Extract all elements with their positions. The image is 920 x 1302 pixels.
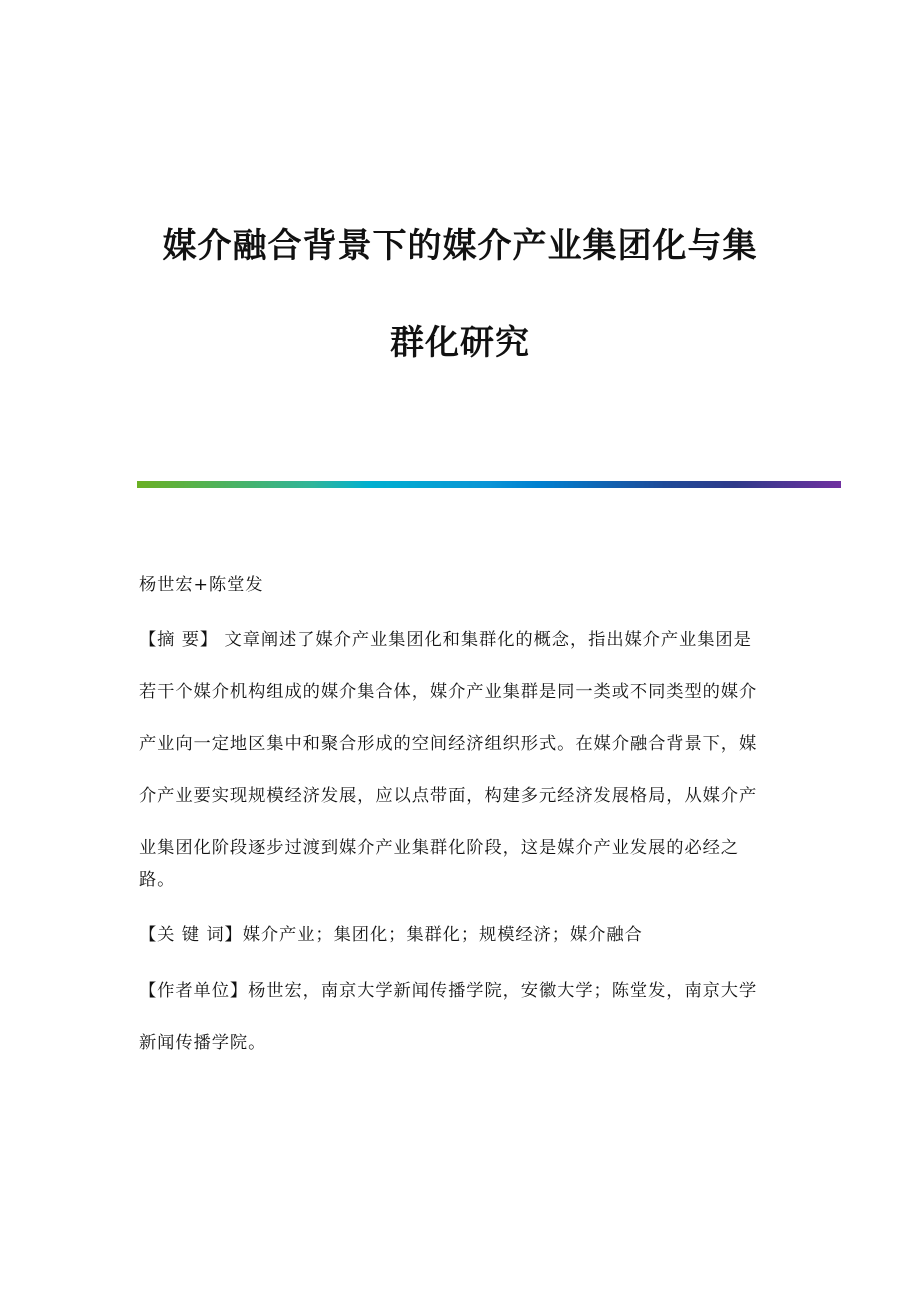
abstract-line: 【摘 要】 文章阐述了媒介产业集团化和集群化的概念，指出媒介产业集团是	[139, 630, 752, 650]
abstract-line: 产业向一定地区集中和聚合形成的空间经济组织形式。在媒介融合背景下，媒	[139, 734, 758, 754]
affiliation-line: 新闻传播学院。	[139, 1033, 267, 1053]
keywords: 【关 键 词】媒介产业；集团化；集群化；规模经济；媒介融合	[139, 925, 643, 945]
abstract-line: 若干个媒介机构组成的媒介集合体，媒介产业集群是同一类或不同类型的媒介	[139, 682, 758, 702]
authors: 杨世宏+陈堂发	[139, 575, 264, 595]
abstract-line: 介产业要实现规模经济发展，应以点带面，构建多元经济发展格局，从媒介产	[139, 786, 758, 806]
affiliation-line: 【作者单位】杨世宏，南京大学新闻传播学院，安徽大学；陈堂发，南京大学	[139, 981, 758, 1001]
document-title-line-2: 群化研究	[390, 323, 530, 363]
abstract-line: 路。	[139, 870, 176, 890]
gradient-divider	[137, 481, 841, 488]
document-title-line-1: 媒介融合背景下的媒介产业集团化与集	[162, 226, 758, 266]
abstract-line: 业集团化阶段逐步过渡到媒介产业集群化阶段，这是媒介产业发展的必经之	[139, 838, 739, 858]
